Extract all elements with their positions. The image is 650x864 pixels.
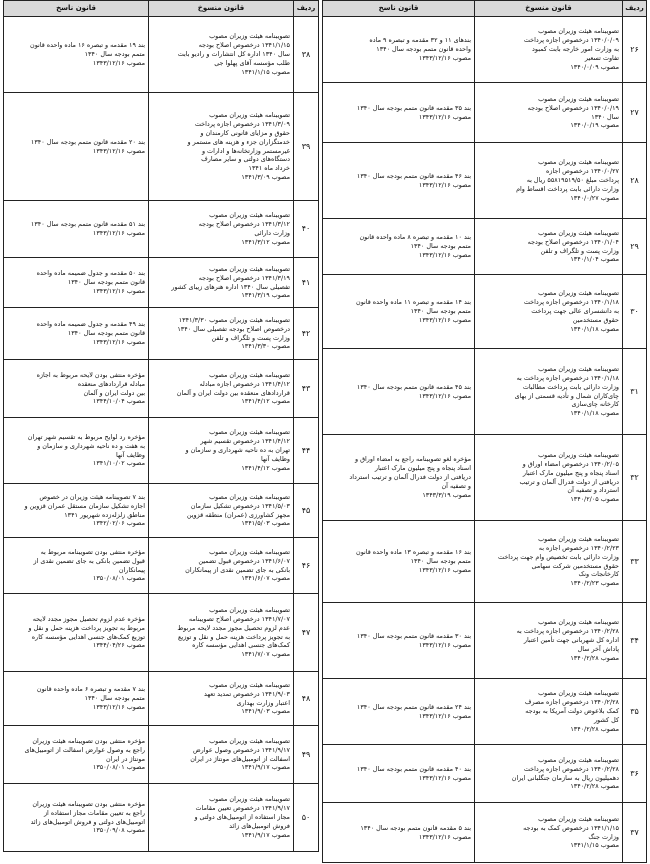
table-row: [4, 484, 319, 538]
repealing-law-cell: بند ۴۵ مقدمه قانون متمم بودجه سال ۱۳۴۰ مصوب ۱۳۴۳/۱۲/۱۶: [323, 349, 475, 435]
repealing-law-cell: مؤخره منتفی بودن تصویبنامه هیئت وزیران راجع به وصول عوارض اسفالت از اتومبیل‌های مونتاژ در ایران مصوب ۱۳۵۰/۰۸/۰۱: [4, 726, 149, 784]
table-header-row: [323, 1, 647, 17]
repealed-law-cell: تصویبنامه هیئت وزیران مصوب ۱۳۴۱/۹/۰۳ درخصوص تمدید تعهد اعتبار وزارت بهداری مصوب ۱۳۴۱/۹/۰۳: [149, 672, 294, 726]
row-number-cell: ۲۸: [623, 143, 647, 219]
repealed-law-cell: تصویبنامه هیئت وزیران مصوب ۱۳۴۱/۶/۰۷ درخصوص قبول تضمین بانکی به جای تضمین نقدی از پیمانکاران مصوب ۱۳۴۱/۶/۰۷: [149, 538, 294, 594]
repealing-law-cell: بند ۱۴ مقدمه و تبصره ۱۱ ماده واحده قانون متمم بودجه سال ۱۳۴۰ مصوب ۱۳۴۳/۱۲/۱۶: [323, 275, 475, 349]
repealing-law-cell: بند ۷ مقدمه و تبصره ۶ ماده واحده قانون متمم بودجه سال ۱۳۴۰ مصوب ۱۳۴۳/۱۲/۱۶: [4, 672, 149, 726]
repealing-law-cell: بند ۱۹ مقدمه و تبصره ۱۶ ماده واحده قانون متمم بودجه سال ۱۳۴۰ مصوب ۱۳۴۳/۱۲/۱۶: [4, 17, 149, 93]
header-row-number: ردیف: [294, 1, 319, 17]
table-row: [4, 726, 319, 784]
repealing-law-cell: بندهای ۱۱ و ۳۲ مقدمه و تبصره ۹ ماده واحده قانون متمم بودجه سال ۱۳۴۰ مصوب ۱۳۴۳/۱۲/۱۶: [323, 17, 475, 83]
table-header-row: [4, 1, 319, 17]
table-row: [323, 17, 647, 83]
row-number-cell: ۲۶: [623, 17, 647, 83]
table-row: [323, 803, 647, 863]
table-row: [4, 594, 319, 672]
row-number-cell: ۳۸: [294, 17, 319, 93]
repealed-law-cell: تصویبنامه هیئت وزیران مصوب ۱۳۴۰/۱/۰۴ درخصوص اصلاح بودجه وزارت پست و تلگراف و تلفن مصوب ۱۳۴۰/۱/۰۴: [475, 219, 623, 275]
row-number-cell: ۴۱: [294, 258, 319, 308]
repealed-law-cell: تصویبنامه هیئت وزیران مصوب ۱۳۴۱/۳/۱۲ درخصوص اصلاح بودجه وزارت دارائی مصوب ۱۳۴۱/۳/۱۲: [149, 201, 294, 258]
repealed-law-cell: تصویبنامه هیئت وزیران مصوب ۱۳۴۱/۷/۰۷ درخصوص اصلاح تصویبنامه عدم لزوم تحصیل مجوز مجدد لایحه مربوط به تجویز پرداخت هزینه حمل و نقل و توزیع کمک‌های جنسی اهدایی مؤسسه کاره مصوب ۱۳۴۱/۷/۰۷: [149, 594, 294, 672]
table-row: [4, 308, 319, 360]
table-row: [4, 17, 319, 93]
row-number-cell: ۳۷: [623, 803, 647, 863]
repealing-law-cell: مؤخره لغو تصویبنامه راجع به امضاء اوراق و اسناد پنجاه و پنج میلیون مارک اعتبار دریافتی از دولت فدرال آلمان و ترتیب استرداد و تصفیه آن مصوب ۱۳۴۳/۳/۱۹: [323, 435, 475, 521]
repealed-law-cell: تصویبنامه هیئت وزیران مصوب ۱۳۴۱/۴/۱۲ درخصوص تقسیم شهر تهران به ده ناحیه شهرداری و سازمان و وظایف آنها مصوب ۱۳۴۱/۴/۱۲: [149, 418, 294, 484]
repealing-law-cell: بند ۴۶ مقدمه قانون متمم بودجه سال ۱۳۴۰ مصوب ۱۳۴۳/۱۲/۱۶: [323, 143, 475, 219]
table-row: [323, 83, 647, 143]
repealed-law-cell: تصویبنامه هیئت وزیران مصوب ۱۳۴۱/۵/۰۳ درخصوص تشکیل سازمان مجهز کشاورزی (عمران) منطقه قزوین مصوب ۱۳۴۱/۵/۰۳: [149, 484, 294, 538]
repealed-law-cell: تصویبنامه هیئت وزیران مصوب ۱۳۴۱/۳/۳۰ درخصوص اصلاح بودجه تفصیلی سال ۱۳۴۰ وزارت پست و تلگراف و تلفن مصوب ۱۳۴۱/۳/۳۰: [149, 308, 294, 360]
row-number-cell: ۴۹: [294, 726, 319, 784]
repealed-law-cell: تصویبنامه هیئت وزیران مصوب ۱۳۴۱/۹/۱۷ درخصوص وصول عوارض اسفالت از اتومبیل‌های مونتاژ در ایران مصوب ۱۳۴۱/۹/۱۷: [149, 726, 294, 784]
repealing-law-cell: بند ۱۰ مقدمه و تبصره ۸ ماده واحده قانون متمم بودجه سال ۱۳۴۰ مصوب ۱۳۴۳/۱۲/۱۶: [323, 219, 475, 275]
table-row: [4, 360, 319, 418]
row-number-cell: ۴۲: [294, 308, 319, 360]
repealing-law-cell: بند ۲۴ مقدمه قانون متمم بودجه سال ۱۳۴۰ مصوب ۱۳۴۳/۱۲/۱۶: [323, 679, 475, 745]
row-number-cell: ۳۱: [623, 349, 647, 435]
header-repealing-law: قانون ناسخ: [323, 1, 475, 17]
table-row: [323, 143, 647, 219]
row-number-cell: ۳۹: [294, 93, 319, 201]
repealed-law-cell: تصویبنامه هیئت وزیران مصوب ۱۳۴۱/۱/۱۵ درخصوص اصلاح بودجه سال ۱۳۴۰ اداره کل انتشارات و رادیو بابت طلب مؤسسه آقای پهلوا جی مصوب ۱۳۴۱/۱/۱۵: [149, 17, 294, 93]
repealing-law-cell: مؤخره منتفی بودن تصویبنامه مربوط به قبول تضمین بانکی به جای تضمین نقدی از پیمانکاران مصوب ۱۳۵۰/۰۸/۰۱: [4, 538, 149, 594]
repealing-law-cell: مؤخره رد لوایح مربوط به تقسیم شهر تهران به هفت و ده ناحیه شهرداری و سازمان و وظایف آنها مصوب ۱۳۴۱/۱۰/۰۲: [4, 418, 149, 484]
table-row: [4, 538, 319, 594]
repealing-law-cell: مؤخره منتفی بودن لایحه مربوط به اجازه مبادله قراردادهای منعقده بین دولت ایران و آلمان مصوب ۱۳۴۴/۱۰/۰۴: [4, 360, 149, 418]
repealed-law-cell: تصویبنامه هیئت وزیران مصوب ۱۳۴۰/۲/۲۸ درخصوص اجازه پرداخت به اداره کل شهربانی جهت تأمین اعتبار پاداش آخر سال مصوب ۱۳۴۰/۲/۲۸: [475, 603, 623, 679]
row-number-cell: ۳۴: [623, 603, 647, 679]
row-number-cell: ۴۷: [294, 594, 319, 672]
repealed-law-cell: تصویبنامه هیئت وزیران مصوب ۱۳۴۰/۰/۲۷ درخصوص اجازه پرداخت مبلغ ۵۵۸۱۹۵۱۹/۵۰ ریال به وزارت دارائی بابت پرداخت اقساط وام مصوب ۱۳۴۰/۰/۲۷: [475, 143, 623, 219]
repealing-law-cell: بند ۳۰ مقدمه قانون متمم بودجه سال ۱۳۴۰ مصوب ۱۳۴۳/۱۲/۱۶: [323, 603, 475, 679]
header-repealing-law: قانون ناسخ: [4, 1, 149, 17]
row-number-cell: ۵۰: [294, 784, 319, 852]
repealed-law-cell: تصویبنامه هیئت وزیران مصوب ۱۳۴۰/۲/۲۳ درخصوص اجازه به وزارت دارائی بابت تخصیص وام جهت پرداخت حقوق مستخدمین شرکت سهامی کارخانجات ونک مصوب ۱۳۴۰/۲/۲۳: [475, 521, 623, 603]
repealed-law-cell: تصویبنامه هیئت وزیران مصوب ۱۳۴۱/۱/۱۵ درخصوص کمک به بودجه وزارت جنگ مصوب ۱۳۴۱/۱/۱۵: [475, 803, 623, 863]
repealed-law-cell: تصویبنامه هیئت وزیران مصوب ۱۳۴۱/۹/۱۷ درخصوص تعیین مقامات مجاز استفاده از اتومبیل‌های دولتی و فروش اتومبیل‌های زائد مصوب ۱۳۴۱/۹/۱۷: [149, 784, 294, 852]
row-number-cell: ۴۳: [294, 360, 319, 418]
repealed-law-cell: تصویبنامه هیئت وزیران مصوب ۱۳۴۰/۰/۰۹ درخصوص اجازه پرداخت به وزارت امور خارجه بابت کمبود تفاوت تسعیر مصوب ۱۳۴۰/۰/۰۹: [475, 17, 623, 83]
row-number-cell: ۲۷: [623, 83, 647, 143]
repealed-law-cell: تصویبنامه هیئت وزیران مصوب ۱۳۴۰/۰/۱۹ درخصوص اصلاح بودجه سال ۱۳۴۰ مصوب ۱۳۴۰/۰/۱۹: [475, 83, 623, 143]
row-number-cell: ۴۴: [294, 418, 319, 484]
table-row: [4, 201, 319, 258]
repealing-law-cell: مؤخره عدم لزوم تحصیل مجوز مجدد لایحه مربوط به تجویز پرداخت هزینه حمل و نقل و توزیع کمک‌های جنسی اهدایی مؤسسه کاره مصوب ۱۳۴۴/۰۴/۲۶: [4, 594, 149, 672]
row-number-cell: ۳۰: [623, 275, 647, 349]
table-row: [323, 521, 647, 603]
row-number-cell: ۴۸: [294, 672, 319, 726]
table-row: [4, 258, 319, 308]
repealed-law-cell: تصویبنامه هیئت وزیران مصوب ۱۳۴۰/۲/۲۸ درخصوص اجازه مصرف کمک بلاعوض دولت آمریکا به بودجه کل کشور مصوب ۱۳۴۰/۲/۲۸: [475, 679, 623, 745]
repealing-law-cell: بند ۱۶ مقدمه و تبصره ۱۳ ماده واحده قانون متمم بودجه سال ۱۳۴۰ مصوب ۱۳۴۳/۱۲/۱۶: [323, 521, 475, 603]
repealing-law-cell: بند ۵۰ مقدمه و جدول ضمیمه ماده واحده قانون متمم بودجه سال ۱۳۴۰ مصوب ۱۳۴۳/۱۲/۱۶: [4, 258, 149, 308]
row-number-cell: ۴۵: [294, 484, 319, 538]
repealing-law-cell: بند ۵۱ مقدمه قانون متمم بودجه سال ۱۳۴۰ مصوب ۱۳۴۳/۱۲/۱۶: [4, 201, 149, 258]
row-number-cell: ۲۹: [623, 219, 647, 275]
table-row: [323, 745, 647, 803]
repealed-law-cell: تصویبنامه هیئت وزیران مصوب ۱۳۴۰/۱/۱۸ درخصوص اجازه پرداخت به وزارت دارائی بابت پرداخت مطالبات چای‌کاران شمال و تأدیه قسمتی از بهای کارخانه چای‌سازی مصوب ۱۳۴۰/۱/۱۸: [475, 349, 623, 435]
repealed-law-cell: تصویبنامه هیئت وزیران مصوب ۱۳۴۰/۲/۰۵ درخصوص امضاء اوراق و اسناد پنجاه و پنج میلیون مارک اعتبار دریافتی از دولت فدرال آلمان و ترتیب استرداد و تصفیه آن مصوب ۱۳۴۰/۲/۰۵: [475, 435, 623, 521]
row-number-cell: ۳۳: [623, 521, 647, 603]
table-row: [323, 275, 647, 349]
table-row: [323, 349, 647, 435]
table-row: [4, 784, 319, 852]
repealed-law-cell: تصویبنامه هیئت وزیران مصوب ۱۳۴۰/۲/۲۸ درخصوص اجازه پرداخت دهمیلیون ریال به سازمان جنگلبانی ایران مصوب ۱۳۴۰/۲/۲۸: [475, 745, 623, 803]
repealing-law-cell: بند ۲۰ مقدمه قانون متمم بودجه سال ۱۳۴۰ مصوب ۱۳۴۳/۱۲/۱۶: [4, 93, 149, 201]
repealed-law-cell: تصویبنامه هیئت وزیران مصوب ۱۳۴۱/۳/۱۹ درخصوص اصلاح بودجه تفصیلی سال ۱۳۴۰ اداره هنرهای زیبای کشور مصوب ۱۳۴۱/۳/۱۹: [149, 258, 294, 308]
repealing-law-cell: بند ۵ مقدمه قانون متمم بودجه سال ۱۳۴۰ مصوب ۱۳۴۳/۱۲/۱۶: [323, 803, 475, 863]
table-row: [4, 93, 319, 201]
table-row: [4, 418, 319, 484]
repealing-law-cell: بند ۳۵ مقدمه قانون متمم بودجه سال ۱۳۴۰ مصوب ۱۳۴۳/۱۲/۱۶: [323, 83, 475, 143]
repealing-law-cell: بند ۴۰ مقدمه قانون متمم بودجه سال ۱۳۴۰ مصوب ۱۳۴۳/۱۲/۱۶: [323, 745, 475, 803]
table-row: [4, 672, 319, 726]
row-number-cell: ۴۶: [294, 538, 319, 594]
repealing-law-cell: بند ۴۹ مقدمه و جدول ضمیمه ماده واحده قانون متمم بودجه سال ۱۳۴۰ مصوب ۱۳۴۳/۱۲/۱۶: [4, 308, 149, 360]
repealing-law-cell: بند ۷ تصویبنامه هیئت وزیران در خصوص اجازه تشکیل سازمان مستقل عمران قزوین و مناطق زلزله‌زده شهریور ۱۳۴۱ مصوب ۱۳۴۲/۰۲/۰۶: [4, 484, 149, 538]
header-repealed-law: قانون منسوخ: [149, 1, 294, 17]
repealing-law-cell: مؤخره منتفی بودن تصویبنامه هیئت وزیران راجع به تعیین مقامات مجاز استفاده از اتومبیل‌های دولتی و فروش اتومبیل‌های زائد مصوب ۱۳۵۰/۰۹/۰۸: [4, 784, 149, 852]
row-number-cell: ۳۲: [623, 435, 647, 521]
repealed-law-cell: تصویبنامه هیئت وزیران مصوب ۱۳۴۱/۳/۰۹ درخصوص اجازه پرداخت حقوق و مزایای قانونی کارمندان و خدمتگزاران جزء و هزینه های مستمر و غیرمستمر وزارتخانه‌ها و ادارات و دستگاه‌های دولتی و سایر مصارف خرداد ماه ۱۳۴۱ مصوب ۱۳۴۱/۳/۰۹: [149, 93, 294, 201]
repeal-table-right: [322, 0, 647, 863]
table-row: [323, 679, 647, 745]
row-number-cell: ۳۶: [623, 745, 647, 803]
row-number-cell: ۴۰: [294, 201, 319, 258]
table-row: [323, 435, 647, 521]
repealed-law-cell: تصویبنامه هیئت وزیران مصوب ۱۳۴۰/۱/۱۸ درخصوص اجازه پرداخت به دانشسرای عالی جهت پرداخت حقوق مستخدمین مصوب ۱۳۴۰/۱/۱۸: [475, 275, 623, 349]
row-number-cell: ۳۵: [623, 679, 647, 745]
header-repealed-law: قانون منسوخ: [475, 1, 623, 17]
repealed-law-cell: تصویبنامه هیئت وزیران مصوب ۱۳۴۱/۴/۱۲ درخصوص اجازه مبادله قراردادهای منعقده بین دولت ایران و آلمان مصوب ۱۳۴۱/۴/۱۲: [149, 360, 294, 418]
header-row-number: ردیف: [623, 1, 647, 17]
table-row: [323, 603, 647, 679]
table-row: [323, 219, 647, 275]
repeal-table-left: [3, 0, 319, 852]
